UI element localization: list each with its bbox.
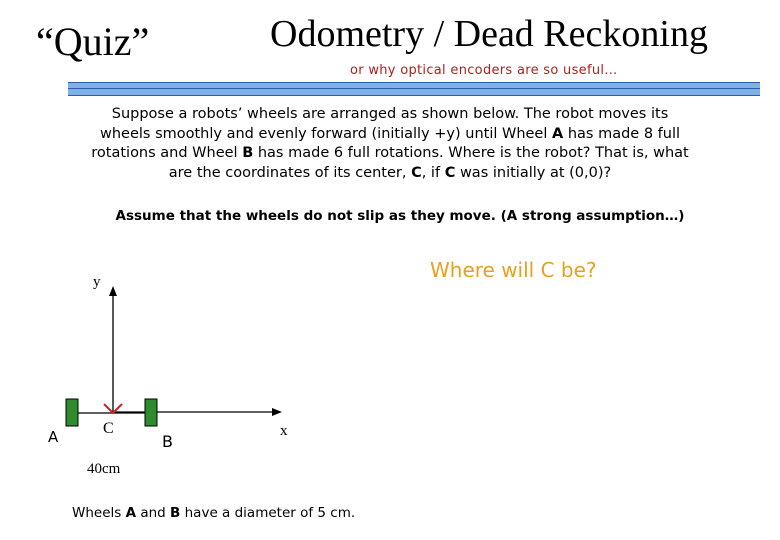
question-center: C	[411, 164, 422, 181]
question-part: has made 6 full rotations. Where is the robot? That is, what are the coordinates of its center,	[168, 145, 689, 181]
callout-text: Where will C be?	[430, 258, 597, 282]
y-axis-arrowhead	[109, 286, 117, 296]
quiz-label: “Quiz”	[36, 19, 150, 64]
footnote	[72, 505, 355, 521]
page-title: Odometry / Dead Reckoning	[270, 13, 708, 55]
wheel-a	[66, 399, 78, 426]
question-part: Suppose a robots’ wheels are arranged as shown below. The robot moves its wheels smoothly and evenly forward (initially +y) until Wheel	[99, 106, 669, 142]
x-axis-arrowhead	[272, 408, 282, 416]
footnote-part: have a diameter of 5 cm.	[180, 505, 356, 521]
page-subtitle: or why optical encoders are so useful…	[350, 63, 618, 78]
footnote-wheel-a: A	[125, 505, 137, 521]
assumption-text: Assume that the wheels do not slip as they move. (A strong assumption…)	[115, 208, 685, 224]
question-wheel-b: B	[242, 145, 254, 161]
wheel-b-label: B	[162, 432, 173, 451]
footnote-wheel-b: B	[170, 505, 181, 521]
question-part: , if	[421, 164, 445, 181]
question-center: C	[444, 164, 456, 181]
wheel-a-label: A	[48, 428, 59, 446]
footnote-part: and	[136, 505, 171, 521]
question-part: was initially at (0,0)?	[455, 164, 612, 181]
y-axis-label: y	[93, 274, 101, 290]
wheel-b	[145, 399, 157, 426]
footnote-part: Wheels	[72, 505, 126, 521]
center-label: C	[103, 420, 114, 437]
distance-label: 40cm	[87, 461, 121, 477]
question-wheel-a: A	[552, 125, 564, 142]
x-axis-label: x	[280, 423, 288, 439]
question-part: has made 8 full rotations and Wheel	[91, 125, 681, 161]
